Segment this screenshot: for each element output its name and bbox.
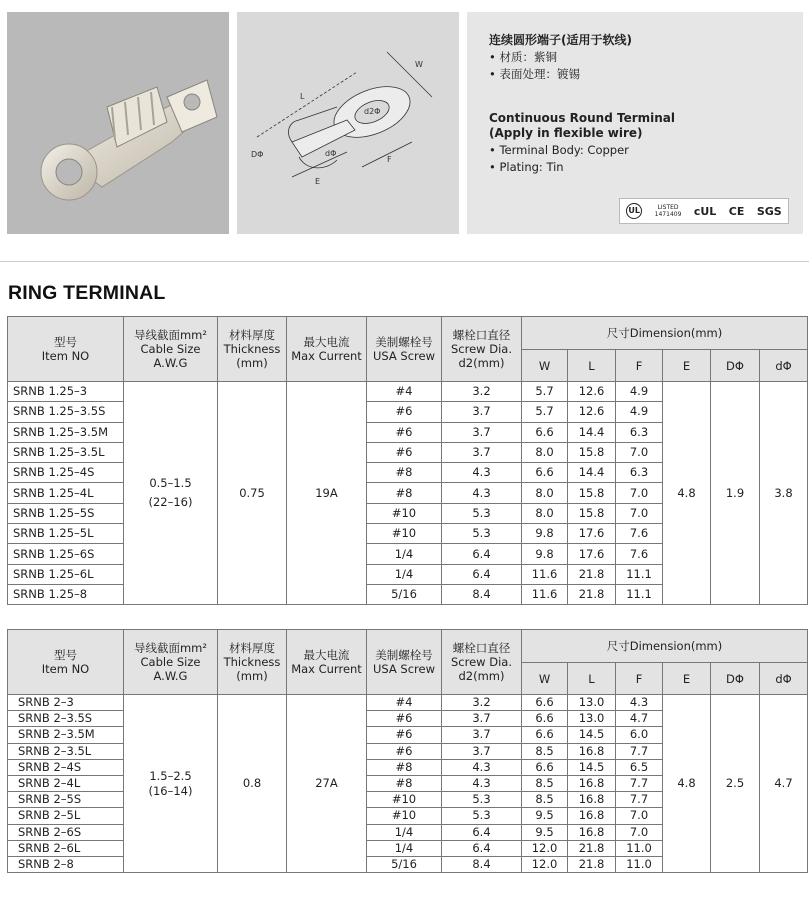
spec-panel [467, 12, 803, 234]
usa-screw: 5/16 [367, 584, 442, 604]
screw-dia: 3.7 [442, 402, 522, 422]
usa-screw: #6 [367, 422, 442, 442]
screw-dia: 4.3 [442, 775, 522, 791]
listed-label: LISTED [657, 204, 679, 211]
label-F: F [387, 155, 392, 164]
spec-en-title-1: Continuous Round Terminal [489, 111, 675, 125]
dim-l: 12.6 [568, 382, 616, 402]
spec-table-1 [7, 316, 808, 605]
screw-dia: 3.7 [442, 743, 522, 759]
screw-dia: 6.4 [442, 824, 522, 840]
dim-l: 15.8 [568, 503, 616, 523]
dim-f: 11.0 [616, 856, 663, 872]
header-l: L [568, 350, 616, 382]
label-d2: d2Φ [364, 107, 381, 116]
max-current-value: 27A [287, 695, 367, 873]
screw-dia: 4.3 [442, 463, 522, 483]
dim-w: 9.8 [522, 544, 568, 564]
dim-w: 11.6 [522, 564, 568, 584]
usa-screw: 1/4 [367, 824, 442, 840]
dim-l: 13.0 [568, 711, 616, 727]
screw-dia: 3.7 [442, 727, 522, 743]
usa-screw: #4 [367, 695, 442, 711]
item-no: SRNB 2–8 [8, 856, 124, 872]
header-d: dΦ [760, 350, 808, 382]
screw-dia: 4.3 [442, 483, 522, 503]
screw-dia: 8.4 [442, 584, 522, 604]
dim-f: 4.9 [616, 382, 663, 402]
dim-l: 21.8 [568, 856, 616, 872]
usa-screw: #4 [367, 382, 442, 402]
item-no: SRNB 1.25–6S [8, 544, 124, 564]
usa-screw: #8 [367, 759, 442, 775]
screw-dia: 6.4 [442, 544, 522, 564]
header-screw-dia: 螺栓口直径 Screw Dia. d2(mm) [442, 630, 522, 695]
dim-f: 6.0 [616, 727, 663, 743]
certification-badges [619, 198, 789, 224]
item-no: SRNB 2–6S [8, 824, 124, 840]
dim-l: 16.8 [568, 743, 616, 759]
header-screw-dia: 螺栓口直径 Screw Dia. d2(mm) [442, 317, 522, 382]
thickness-value: 0.75 [218, 382, 287, 605]
item-no: SRNB 1.25–5S [8, 503, 124, 523]
dim-f: 4.7 [616, 711, 663, 727]
dim-l: 16.8 [568, 792, 616, 808]
screw-dia: 6.4 [442, 840, 522, 856]
screw-dia: 6.4 [442, 564, 522, 584]
dim-f: 7.7 [616, 743, 663, 759]
usa-screw: #10 [367, 808, 442, 824]
dim-f: 6.3 [616, 422, 663, 442]
usa-screw: #6 [367, 442, 442, 462]
cul-logo-icon: cUL [693, 204, 717, 218]
terminal-dimension-diagram [237, 12, 459, 234]
dim-w: 12.0 [522, 840, 568, 856]
dim-w: 6.6 [522, 463, 568, 483]
dimension-drawing [237, 12, 459, 234]
item-no: SRNB 2–5S [8, 792, 124, 808]
header-e: E [663, 350, 711, 382]
header-cable: 导线截面mm² Cable Size A.W.G [124, 630, 218, 695]
thickness-value: 0.8 [218, 695, 287, 873]
dim-f: 11.0 [616, 840, 663, 856]
dim-f: 7.0 [616, 503, 663, 523]
dim-f: 7.6 [616, 544, 663, 564]
item-no: SRNB 1.25–3.5M [8, 422, 124, 442]
header-dimension: 尺寸Dimension(mm) [522, 317, 808, 350]
dim-w: 8.5 [522, 775, 568, 791]
usa-screw: #8 [367, 463, 442, 483]
header-w: W [522, 350, 568, 382]
item-no: SRNB 1.25–3 [8, 382, 124, 402]
screw-dia: 3.2 [442, 382, 522, 402]
dim-l: 21.8 [568, 564, 616, 584]
usa-screw: 1/4 [367, 840, 442, 856]
screw-dia: 3.7 [442, 422, 522, 442]
dim-l: 14.5 [568, 759, 616, 775]
item-no: SRNB 2–5L [8, 808, 124, 824]
spec-en-block [489, 110, 675, 176]
product-photo [7, 12, 229, 234]
dim-f: 7.0 [616, 808, 663, 824]
listed-mark [655, 204, 682, 218]
usa-screw: #6 [367, 727, 442, 743]
dim-w: 8.0 [522, 442, 568, 462]
dim-w: 12.0 [522, 856, 568, 872]
spec-cn-material: • 材质：紫铜 [489, 50, 557, 64]
header-current: 最大电流 Max Current [287, 630, 367, 695]
item-no: SRNB 1.25–6L [8, 564, 124, 584]
header-thickness: 材料厚度 Thickness (mm) [218, 317, 287, 382]
label-D: DΦ [251, 150, 264, 159]
usa-screw: #6 [367, 711, 442, 727]
dim-l: 21.8 [568, 584, 616, 604]
dim-f: 11.1 [616, 564, 663, 584]
header-f: F [616, 663, 663, 695]
item-no: SRNB 1.25–4L [8, 483, 124, 503]
item-no: SRNB 2–3.5M [8, 727, 124, 743]
header-thickness: 材料厚度 Thickness (mm) [218, 630, 287, 695]
screw-dia: 5.3 [442, 524, 522, 544]
header-cable: 导线截面mm² Cable Size A.W.G [124, 317, 218, 382]
dim-w: 8.0 [522, 483, 568, 503]
dim-l: 16.8 [568, 808, 616, 824]
spec-en-body: • Terminal Body: Copper [489, 143, 629, 157]
dim-l: 15.8 [568, 483, 616, 503]
screw-dia: 8.4 [442, 856, 522, 872]
dim-w: 6.6 [522, 711, 568, 727]
item-no: SRNB 1.25–3.5L [8, 442, 124, 462]
item-no: SRNB 1.25–4S [8, 463, 124, 483]
dim-w: 6.6 [522, 759, 568, 775]
header-dimension: 尺寸Dimension(mm) [522, 630, 808, 663]
header-item: 型号 Item NO [8, 630, 124, 695]
item-no: SRNB 1.25–3.5S [8, 402, 124, 422]
dim-w: 6.6 [522, 727, 568, 743]
dim-f: 7.0 [616, 442, 663, 462]
awg-range: (16–14) [148, 783, 193, 798]
table-row [8, 695, 808, 711]
usa-screw: 1/4 [367, 564, 442, 584]
spec-cn-plating: • 表面处理：镀锡 [489, 67, 580, 81]
screw-dia: 3.7 [442, 442, 522, 462]
spec-en-title-2: (Apply in flexible wire) [489, 126, 643, 140]
dim-f: 7.6 [616, 524, 663, 544]
dim-l: 16.8 [568, 775, 616, 791]
usa-screw: 5/16 [367, 856, 442, 872]
cable-size: 1.5–2.5 [149, 768, 192, 783]
label-E: E [315, 177, 321, 186]
dim-w: 9.5 [522, 808, 568, 824]
ul-logo-icon: UL [626, 203, 642, 219]
spec-en-plating: • Plating: Tin [489, 160, 564, 174]
dim-f: 7.7 [616, 792, 663, 808]
dim-l: 17.6 [568, 524, 616, 544]
dim-f: 6.5 [616, 759, 663, 775]
item-no: SRNB 2–4S [8, 759, 124, 775]
dim-l: 15.8 [568, 442, 616, 462]
dim-l: 14.4 [568, 463, 616, 483]
dim-w: 6.6 [522, 422, 568, 442]
max-current-value: 19A [287, 382, 367, 605]
section-divider [0, 261, 809, 262]
ce-mark-icon: CE [728, 204, 745, 218]
usa-screw: #10 [367, 524, 442, 544]
dim-f: 4.3 [616, 695, 663, 711]
label-L: L [300, 92, 305, 101]
dim-w: 8.0 [522, 503, 568, 523]
dim-e-value: 4.8 [663, 695, 711, 873]
dim-w: 6.6 [522, 695, 568, 711]
dim-w: 5.7 [522, 382, 568, 402]
usa-screw: #8 [367, 775, 442, 791]
header-screw: 美制螺栓号 USA Screw [367, 317, 442, 382]
usa-screw: 1/4 [367, 544, 442, 564]
dim-l: 17.6 [568, 544, 616, 564]
header-l: L [568, 663, 616, 695]
screw-dia: 5.3 [442, 792, 522, 808]
screw-dia: 5.3 [442, 503, 522, 523]
dim-w: 9.8 [522, 524, 568, 544]
screw-dia: 5.3 [442, 808, 522, 824]
dim-l: 14.5 [568, 727, 616, 743]
dim-f: 4.9 [616, 402, 663, 422]
dim-w: 9.5 [522, 824, 568, 840]
usa-screw: #6 [367, 402, 442, 422]
dim-l: 13.0 [568, 695, 616, 711]
screw-dia: 3.7 [442, 711, 522, 727]
item-no: SRNB 2–4L [8, 775, 124, 791]
item-no: SRNB 2–6L [8, 840, 124, 856]
dim-l: 12.6 [568, 402, 616, 422]
dim-l: 21.8 [568, 840, 616, 856]
spec-table-2 [7, 629, 808, 873]
page-title: RING TERMINAL [8, 282, 166, 304]
dim-D-value: 1.9 [711, 382, 760, 605]
usa-screw: #10 [367, 792, 442, 808]
header-current: 最大电流 Max Current [287, 317, 367, 382]
usa-screw: #8 [367, 483, 442, 503]
header-w: W [522, 663, 568, 695]
screw-dia: 3.2 [442, 695, 522, 711]
item-no: SRNB 2–3.5L [8, 743, 124, 759]
cable-size-cell [124, 695, 218, 873]
dim-w: 8.5 [522, 743, 568, 759]
cable-size-cell [124, 382, 218, 605]
dim-f: 7.0 [616, 483, 663, 503]
dim-d-value: 4.7 [760, 695, 808, 873]
item-no: SRNB 2–3 [8, 695, 124, 711]
dim-f: 7.0 [616, 824, 663, 840]
usa-screw: #6 [367, 743, 442, 759]
dim-l: 16.8 [568, 824, 616, 840]
header-item: 型号 Item NO [8, 317, 124, 382]
header-D: DΦ [711, 350, 760, 382]
dim-e-value: 4.8 [663, 382, 711, 605]
header-d: dΦ [760, 663, 808, 695]
spec-cn-block [489, 32, 632, 83]
label-W: W [415, 60, 423, 69]
listed-number: 1471409 [654, 211, 682, 218]
label-d: dΦ [325, 149, 337, 158]
table-row [8, 382, 808, 402]
cable-size: 0.5–1.5 [149, 476, 192, 491]
usa-screw: #10 [367, 503, 442, 523]
item-no: SRNB 2–3.5S [8, 711, 124, 727]
spec-cn-title: 连续圆形端子(适用于软线) [489, 33, 632, 47]
header-screw: 美制螺栓号 USA Screw [367, 630, 442, 695]
header-f: F [616, 350, 663, 382]
item-no: SRNB 1.25–8 [8, 584, 124, 604]
ring-terminal-photo-icon [7, 12, 229, 234]
dim-f: 7.7 [616, 775, 663, 791]
dim-l: 14.4 [568, 422, 616, 442]
dim-w: 11.6 [522, 584, 568, 604]
item-no: SRNB 1.25–5L [8, 524, 124, 544]
screw-dia: 4.3 [442, 759, 522, 775]
sgs-logo-icon: SGS [756, 204, 782, 218]
dim-w: 5.7 [522, 402, 568, 422]
dim-d-value: 3.8 [760, 382, 808, 605]
header-D: DΦ [711, 663, 760, 695]
dim-D-value: 2.5 [711, 695, 760, 873]
dim-f: 6.3 [616, 463, 663, 483]
awg-range: (22–16) [148, 495, 193, 510]
header-e: E [663, 663, 711, 695]
dim-f: 11.1 [616, 584, 663, 604]
dim-w: 8.5 [522, 792, 568, 808]
